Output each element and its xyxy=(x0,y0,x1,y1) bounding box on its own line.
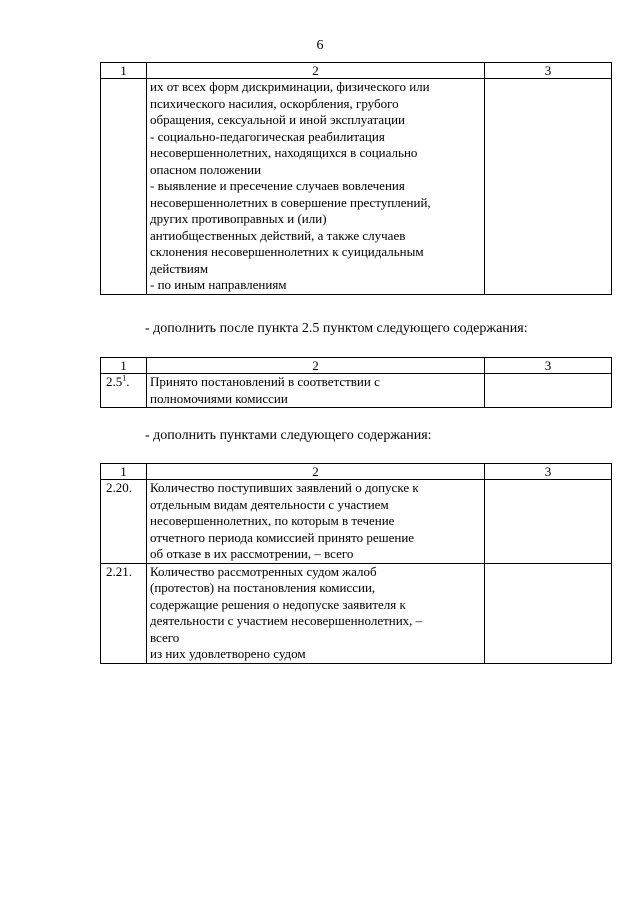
table-row xyxy=(101,480,612,564)
text-line: несовершеннолетних в совершение преступлений, xyxy=(150,194,431,210)
amendment-note: - дополнить после пункта 2.5 пунктом следующего содержания: xyxy=(145,321,528,336)
row-number-main: 2.5 xyxy=(106,374,123,389)
row-number: 2.20. xyxy=(101,480,147,564)
insertion-table xyxy=(100,357,612,408)
text-line: психического насилия, оскорбления, грубого xyxy=(150,95,399,111)
column-header: 1 xyxy=(101,63,147,79)
text-line: обращения, сексуальной и иной эксплуатации xyxy=(150,112,405,127)
text-line: деятельности с участием несовершеннолетних, – xyxy=(150,613,423,628)
text-line: - социально-педагогическая реабилитация xyxy=(150,128,385,144)
row-text xyxy=(147,374,485,408)
table-header-row xyxy=(101,358,612,374)
row-number xyxy=(101,79,147,295)
additions-table xyxy=(100,463,612,664)
text-line: несовершеннолетних, находящихся в социально xyxy=(150,145,418,160)
text-line: содержащие решения о недопуске заявителя к xyxy=(150,596,406,612)
text-line: Принято постановлений в соответствии с xyxy=(150,374,380,389)
table-row xyxy=(101,79,612,295)
text-line: (протестов) на постановления комиссии, xyxy=(150,580,376,595)
row-number-superscript: 1 xyxy=(122,373,127,383)
row-value xyxy=(485,79,612,295)
column-header: 2 xyxy=(147,464,485,480)
row-text xyxy=(147,563,485,663)
column-header: 3 xyxy=(485,464,612,480)
text-line: антиобщественных действий, а также случаев xyxy=(150,227,406,243)
text-line: опасном положении xyxy=(150,161,262,177)
text-line: полномочиями комиссии xyxy=(150,390,288,406)
row-number xyxy=(101,374,147,408)
text-line: - выявление и пресечение случаев вовлечения xyxy=(150,178,405,193)
table-header-row xyxy=(101,464,612,480)
amendment-note: - дополнить пунктами следующего содержания: xyxy=(145,428,432,443)
text-line: Количество рассмотренных судом жалоб xyxy=(150,563,377,579)
column-header: 2 xyxy=(147,63,485,79)
row-value xyxy=(485,563,612,663)
column-header: 1 xyxy=(101,358,147,374)
continuation-table xyxy=(100,62,612,295)
table-row xyxy=(101,374,612,408)
column-header: 2 xyxy=(147,358,485,374)
text-line: из них удовлетворено судом xyxy=(150,646,306,661)
text-line: их от всех форм дискриминации, физического или xyxy=(150,79,430,94)
row-number: 2.21. xyxy=(101,563,147,663)
table-header-row xyxy=(101,63,612,79)
row-number-suffix: . xyxy=(126,374,130,389)
text-line: отчетного периода комиссией принято решение xyxy=(150,529,415,545)
text-line: несовершеннолетних, по которым в течение xyxy=(150,513,395,528)
row-value xyxy=(485,480,612,564)
table-row xyxy=(101,563,612,663)
text-line: других противоправных и (или) xyxy=(150,211,327,226)
text-line: действиям xyxy=(150,260,209,276)
text-line: об отказе в их рассмотрении, – всего xyxy=(150,546,354,561)
row-value xyxy=(485,374,612,408)
text-line: - по иным направлениям xyxy=(150,277,287,292)
text-line: Количество поступивших заявлений о допуске к xyxy=(150,480,419,495)
text-line: всего xyxy=(150,629,180,645)
column-header: 3 xyxy=(485,358,612,374)
text-line: склонения несовершеннолетних к суицидальным xyxy=(150,244,424,259)
column-header: 3 xyxy=(485,63,612,79)
column-header: 1 xyxy=(101,464,147,480)
page-number: 6 xyxy=(316,38,324,53)
row-text xyxy=(147,480,485,564)
row-text xyxy=(147,79,485,295)
text-line: отдельным видам деятельности с участием xyxy=(150,496,389,512)
